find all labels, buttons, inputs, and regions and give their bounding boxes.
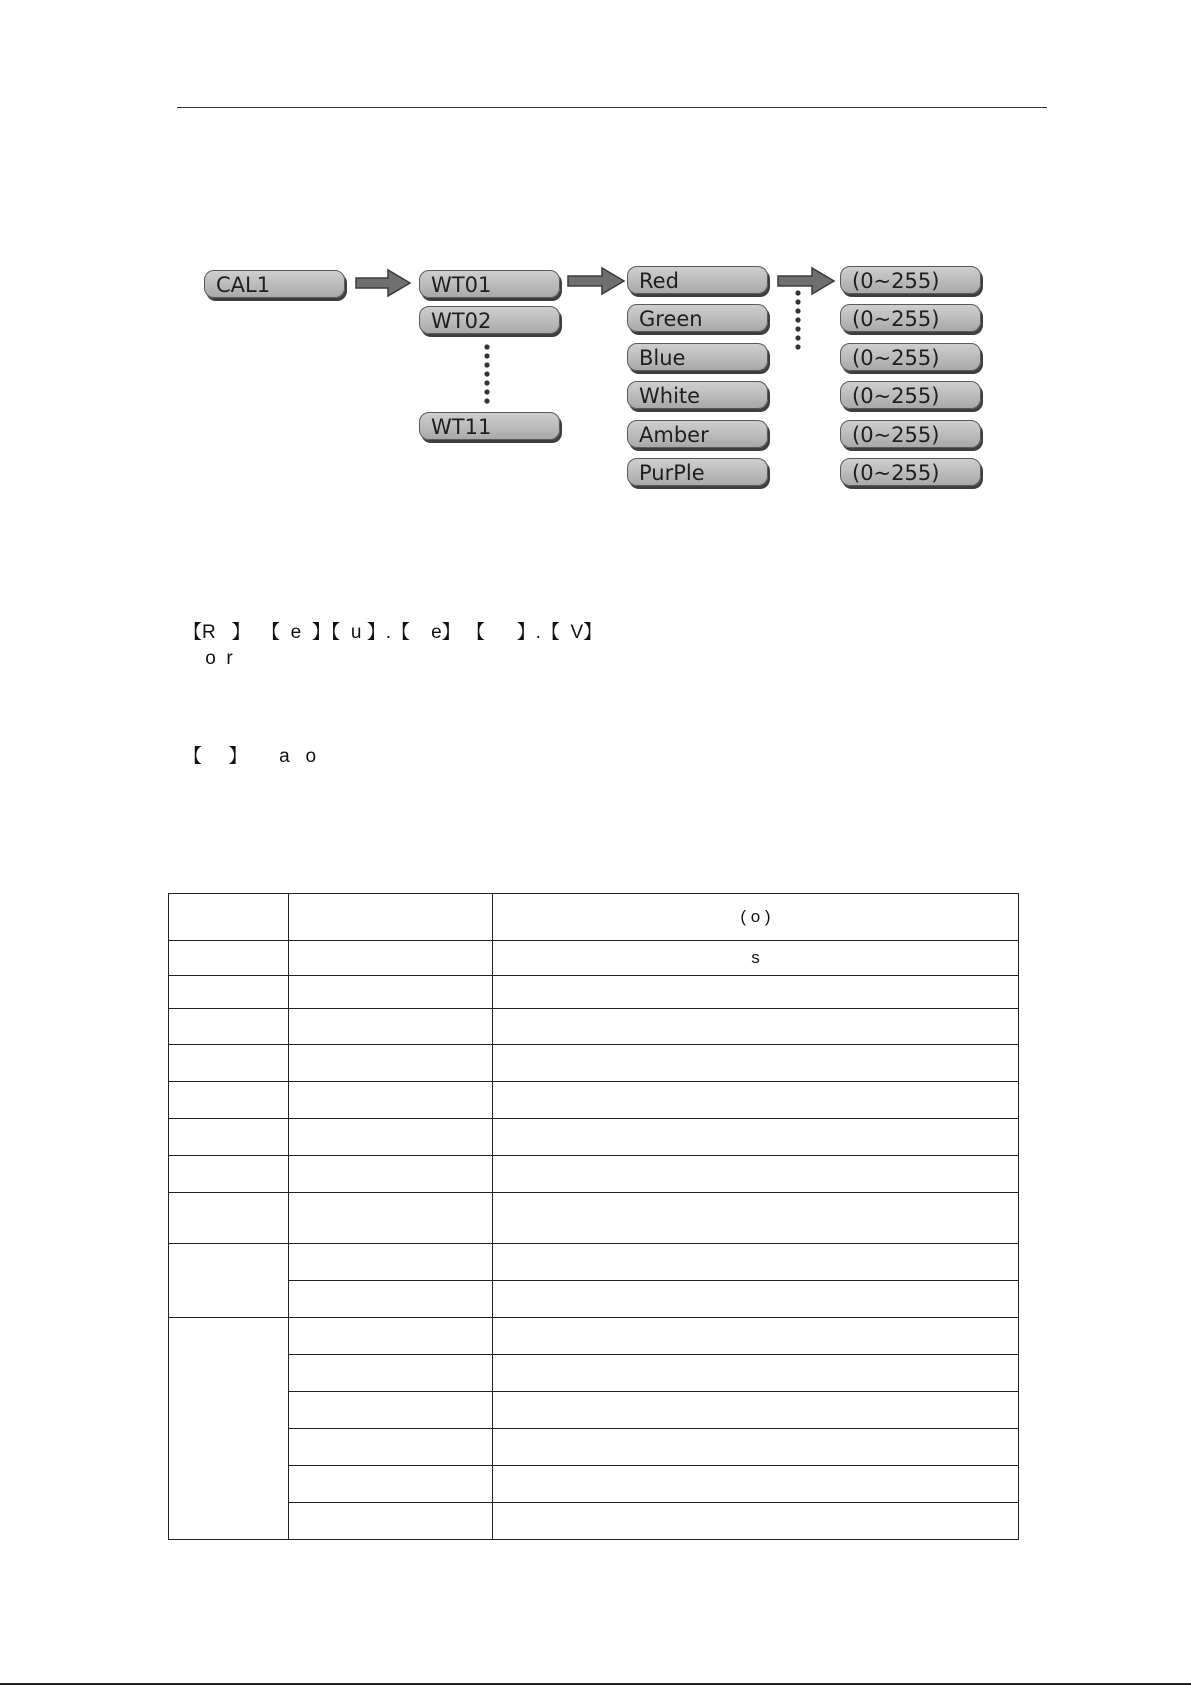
table-cell xyxy=(289,1045,493,1082)
table-cell xyxy=(169,1009,289,1045)
table-row xyxy=(169,1318,1019,1355)
table-cell xyxy=(493,1119,1019,1156)
table-cell xyxy=(493,1045,1019,1082)
table-cell xyxy=(169,1082,289,1119)
table-row xyxy=(169,1281,1019,1318)
table-row xyxy=(169,1355,1019,1392)
table-row xyxy=(169,1045,1019,1082)
table-row xyxy=(169,1429,1019,1466)
table-cell xyxy=(289,1009,493,1045)
table-cell xyxy=(169,1119,289,1156)
table-cell xyxy=(493,976,1019,1009)
paragraph-line: 【 】 a o xyxy=(183,746,317,767)
node-wt01: WT01 xyxy=(419,270,560,298)
table-cell xyxy=(289,1281,493,1318)
table-cell xyxy=(169,1318,289,1540)
node-range: (0~255) xyxy=(840,266,981,294)
table-cell xyxy=(169,1156,289,1193)
node-green: Green xyxy=(627,304,768,332)
table-row xyxy=(169,1156,1019,1193)
table-cell xyxy=(289,1244,493,1281)
node-purple: PurPle xyxy=(627,458,768,486)
arrow-icon xyxy=(354,268,412,298)
table-cell xyxy=(289,1119,493,1156)
node-range: (0~255) xyxy=(840,381,981,409)
table-cell xyxy=(169,1193,289,1244)
table-row xyxy=(169,1466,1019,1503)
table-cell: ( o ) xyxy=(493,894,1019,941)
node-blue: Blue xyxy=(627,343,768,371)
spec-table xyxy=(168,893,1019,1540)
table-cell xyxy=(169,1045,289,1082)
table-cell xyxy=(493,1156,1019,1193)
node-range: (0~255) xyxy=(840,343,981,371)
table-cell xyxy=(289,1082,493,1119)
table-cell xyxy=(493,1244,1019,1281)
paragraph-line: o r xyxy=(200,648,233,669)
table-row xyxy=(169,1193,1019,1244)
table-header-row xyxy=(169,894,1019,941)
table-row xyxy=(169,941,1019,976)
node-cal1: CAL1 xyxy=(204,270,345,298)
table-cell xyxy=(289,1429,493,1466)
header-rule xyxy=(177,107,1047,108)
table-cell xyxy=(493,1503,1019,1540)
node-red: Red xyxy=(627,266,768,294)
table-cell xyxy=(289,1355,493,1392)
arrow-icon xyxy=(566,266,626,296)
table-cell xyxy=(493,1009,1019,1045)
table-cell xyxy=(493,1355,1019,1392)
node-range: (0~255) xyxy=(840,304,981,332)
table-row xyxy=(169,1009,1019,1045)
table-cell xyxy=(493,1429,1019,1466)
table-cell xyxy=(289,894,493,941)
table-row xyxy=(169,1244,1019,1281)
table-cell xyxy=(169,976,289,1009)
table-cell xyxy=(289,1466,493,1503)
node-white: White xyxy=(627,381,768,409)
table-row xyxy=(169,1392,1019,1429)
table-row xyxy=(169,1082,1019,1119)
table-cell xyxy=(289,976,493,1009)
table-cell xyxy=(289,1503,493,1540)
table-cell xyxy=(493,1318,1019,1355)
table-cell xyxy=(289,941,493,976)
node-wt11: WT11 xyxy=(419,412,560,440)
table-cell xyxy=(493,1392,1019,1429)
table-cell xyxy=(493,1281,1019,1318)
paragraph-line: 【R 】 【 e 】【 u 】.【 e】 【 】.【 V】 xyxy=(183,622,603,643)
continuation-dots-icon xyxy=(792,288,804,356)
node-range: (0~255) xyxy=(840,420,981,448)
table-cell xyxy=(493,1466,1019,1503)
table-cell xyxy=(493,1193,1019,1244)
table-cell: s xyxy=(493,941,1019,976)
node-wt02: WT02 xyxy=(419,306,560,334)
arrow-icon xyxy=(776,266,836,296)
table-cell xyxy=(169,941,289,976)
table-row xyxy=(169,976,1019,1009)
table-cell xyxy=(169,1244,289,1318)
table-row xyxy=(169,1503,1019,1540)
table-cell xyxy=(289,1156,493,1193)
table-cell xyxy=(289,1193,493,1244)
table-cell xyxy=(289,1392,493,1429)
node-amber: Amber xyxy=(627,420,768,448)
table-row xyxy=(169,1119,1019,1156)
table-cell xyxy=(289,1318,493,1355)
table-cell xyxy=(493,1082,1019,1119)
continuation-dots-icon xyxy=(481,342,493,408)
table-cell xyxy=(169,894,289,941)
node-range: (0~255) xyxy=(840,458,981,486)
